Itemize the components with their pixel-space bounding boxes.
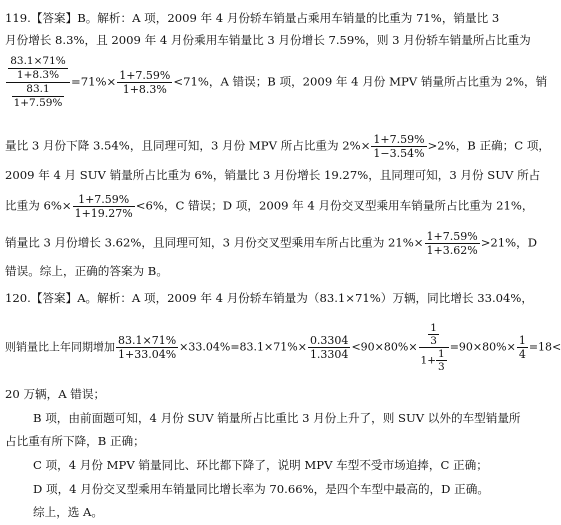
q120-line-2: 则销量比上年同期增加 $\frac{83.1\times 71\%}{1+33.04\%}$ ×33.04%=83.1×71%× $\frac{0.3304}{1.3304}$ <90×80%× $\frac{1}{3}$ 1+ $\frac{1}{3}$ =90×80%× $\frac{1}{4}$ =18< bbox=[5, 322, 561, 373]
q120-line-6: C 项，4 月份 MPV 销量同比、环比都下降了，说明 MPV 车型不受市场追捧，C 正确； bbox=[33, 458, 488, 472]
q119-line-2: 月份增长 8.3%，且 2009 年 4 月份乘用车销量比 3 月份增长 7.59%，则 3 月份轿车销量所占比重为 bbox=[5, 33, 531, 47]
q120-fraction-1: $\frac{83.1\times 71\%}{1+33.04\%}$ bbox=[118, 334, 177, 361]
q119-line-1: 119.【答案】B。解析：A 项，2009 年 4 月份轿车销量占乘用车销量的比重为 71%，销量比 3 bbox=[5, 11, 500, 25]
q120-line-4: B 项，由前面题可知，4 月份 SUV 销量所占比重比 3 月份上升了，则 SUV 以外的车型销量所 bbox=[33, 411, 521, 425]
q120-line-3: 20 万辆，A 错误； bbox=[5, 387, 106, 401]
q119-compound-fraction: $\frac{\frac{83.1\times 71\%}{1+8.3\%}}{\frac{83.1}{1+7.59\%}}$ bbox=[6, 55, 70, 110]
q119-line-6: 比重为 6%× $\frac{1+7.59\%}{1+19.27\%}$ <6%，C 错误；D 项，2009 年 4 月份交叉型乘用车销量所占比重为 21%， bbox=[5, 193, 534, 220]
q119-fraction-5: $\frac{1+7.59\%}{1+3.62\%}$ bbox=[426, 230, 478, 257]
q119-fraction-3: $\frac{1+7.59\%}{1-3.54\%}$ bbox=[373, 133, 425, 160]
q119-line-3: $\frac{\frac{83.1\times 71\%}{1+8.3\%}}{\frac{83.1}{1+7.59\%}}$ =71%× $\frac{1+7.59\%}{1+8.3\%}$ <71%，A 错误；B 项，2009 年 4 月份 MPV 销量所占比重为 2%，销 bbox=[5, 55, 547, 110]
q119-fraction-2: $\frac{1+7.59\%}{1+8.3\%}$ bbox=[119, 69, 171, 96]
q120-line-1: 120.【答案】A。解析：A 项，2009 年 4 月份轿车销量为（83.1×71%）万辆，同比增长 33.04%， bbox=[5, 291, 533, 305]
q120-compound-fraction: $\frac{1}{3}$ 1+ $\frac{1}{3}$ bbox=[419, 322, 449, 373]
q119-line-4: 量比 3 月份下降 3.54%，且同理可知，3 月份 MPV 所占比重为 2%× $\frac{1+7.59\%}{1-3.54\%}$ >2%，B 正确；C 项， bbox=[5, 133, 551, 160]
q120-line-8: 综上，选 A。 bbox=[33, 505, 104, 519]
q119-line-5: 2009 年 4 月 SUV 销量所占比重为 6%，销量比 3 月份增长 19.27%，且同理可知，3 月份 SUV 所占 bbox=[5, 168, 541, 182]
q119-line-8: 错误。综上，正确的答案为 B。 bbox=[5, 264, 168, 278]
q119-line-7: 销量比 3 月份增长 3.62%，且同理可知，3 月份交叉型乘用车所占比重为 21%× $\frac{1+7.59\%}{1+3.62\%}$ >21%，D bbox=[5, 230, 538, 257]
q120-line-7: D 项，4 月份交叉型乘用车销量同比增长率为 70.66%，是四个车型中最高的，D 正确。 bbox=[33, 482, 489, 496]
q119-fraction-4: $\frac{1+7.59\%}{1+19.27\%}$ bbox=[74, 193, 133, 220]
q120-fraction-2: $\frac{0.3304}{1.3304}$ bbox=[309, 334, 349, 361]
q120-fraction-4: $\frac{1}{4}$ bbox=[518, 334, 526, 361]
q120-line-5: 占比重有所下降，B 正确； bbox=[5, 434, 145, 448]
